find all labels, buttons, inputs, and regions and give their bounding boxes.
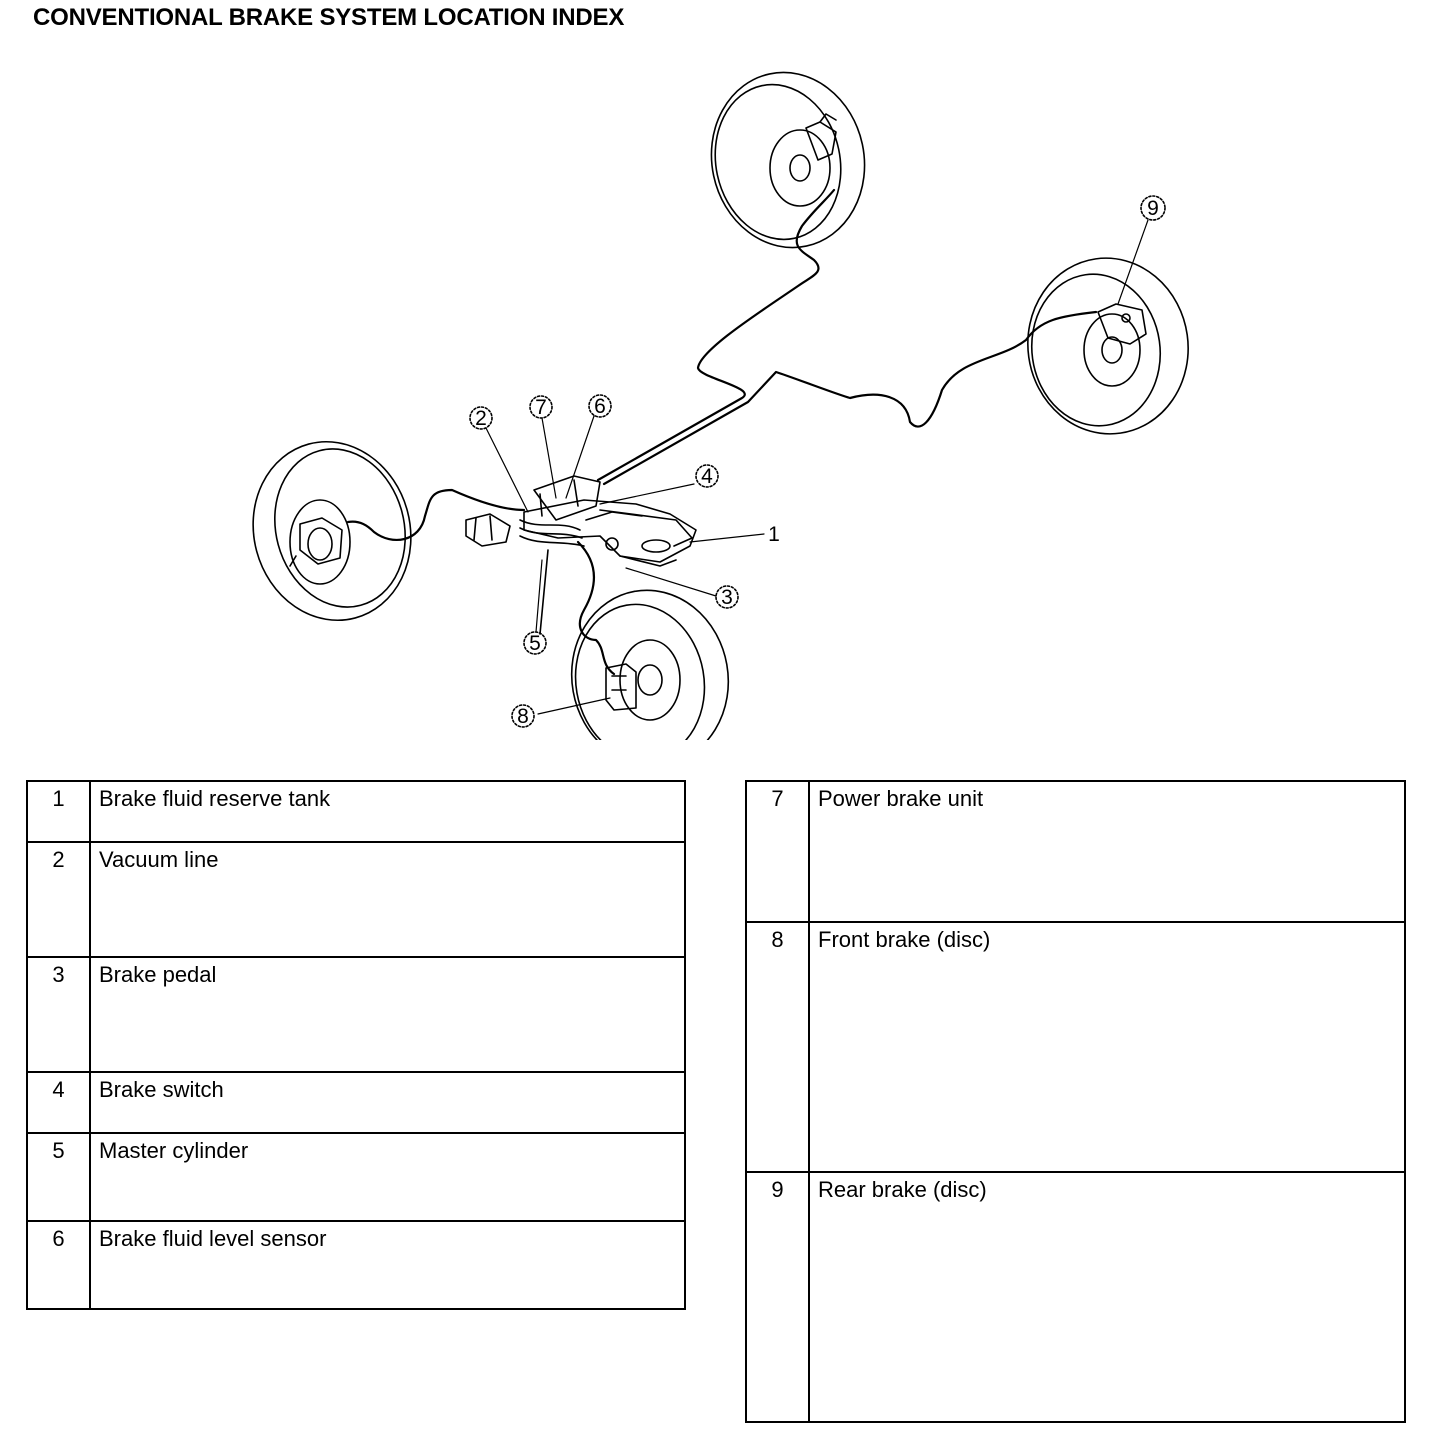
item-label: Front brake (disc) <box>809 922 1405 1172</box>
leader-lines <box>486 220 1148 714</box>
brake-system-diagram <box>0 50 1456 740</box>
wheel-rear-right <box>1017 248 1200 445</box>
item-number: 9 <box>746 1172 809 1422</box>
callout-8 <box>512 705 534 728</box>
wheel-front-left <box>233 424 430 638</box>
svg-text:2: 2 <box>475 407 487 430</box>
callout-2 <box>470 407 492 430</box>
item-label: Brake fluid level sensor <box>90 1221 685 1309</box>
table-row <box>746 1172 1405 1422</box>
table-row <box>27 842 685 957</box>
table-row <box>27 957 685 1072</box>
svg-text:1: 1 <box>768 523 780 546</box>
item-number: 2 <box>27 842 90 957</box>
svg-text:6: 6 <box>594 395 606 418</box>
callouts <box>470 196 1165 728</box>
item-number: 4 <box>27 1072 90 1133</box>
callout-1 <box>768 523 780 546</box>
item-label: Brake switch <box>90 1072 685 1133</box>
callout-4 <box>696 465 718 488</box>
location-index-table-right <box>745 780 1406 1423</box>
callout-3 <box>716 586 738 609</box>
item-label: Master cylinder <box>90 1133 685 1221</box>
item-label: Brake pedal <box>90 957 685 1072</box>
table-row <box>27 1072 685 1133</box>
item-label: Power brake unit <box>809 781 1405 922</box>
wheel-front-right <box>558 578 742 740</box>
item-number: 6 <box>27 1221 90 1309</box>
svg-text:7: 7 <box>535 396 547 419</box>
item-number: 3 <box>27 957 90 1072</box>
brake-system-illustration <box>0 50 1456 740</box>
callout-9 <box>1141 196 1165 220</box>
item-number: 7 <box>746 781 809 922</box>
table-row <box>746 781 1405 922</box>
svg-text:4: 4 <box>701 465 713 488</box>
table-row <box>27 1221 685 1309</box>
svg-text:5: 5 <box>529 632 541 655</box>
item-number: 8 <box>746 922 809 1172</box>
wheel-rear-left <box>695 58 880 262</box>
location-index-table-left <box>26 780 686 1310</box>
item-number: 1 <box>27 781 90 842</box>
svg-text:9: 9 <box>1147 197 1159 220</box>
svg-text:8: 8 <box>517 705 529 728</box>
table-row <box>27 781 685 842</box>
page-title: CONVENTIONAL BRAKE SYSTEM LOCATION INDEX <box>33 4 625 31</box>
item-label: Brake fluid reserve tank <box>90 781 685 842</box>
item-number: 5 <box>27 1133 90 1221</box>
item-label: Vacuum line <box>90 842 685 957</box>
callout-7 <box>530 396 552 419</box>
item-label: Rear brake (disc) <box>809 1172 1405 1422</box>
callout-6 <box>589 395 611 418</box>
table-row <box>27 1133 685 1221</box>
svg-text:3: 3 <box>721 586 733 609</box>
callout-5 <box>524 632 546 655</box>
table-row <box>746 922 1405 1172</box>
